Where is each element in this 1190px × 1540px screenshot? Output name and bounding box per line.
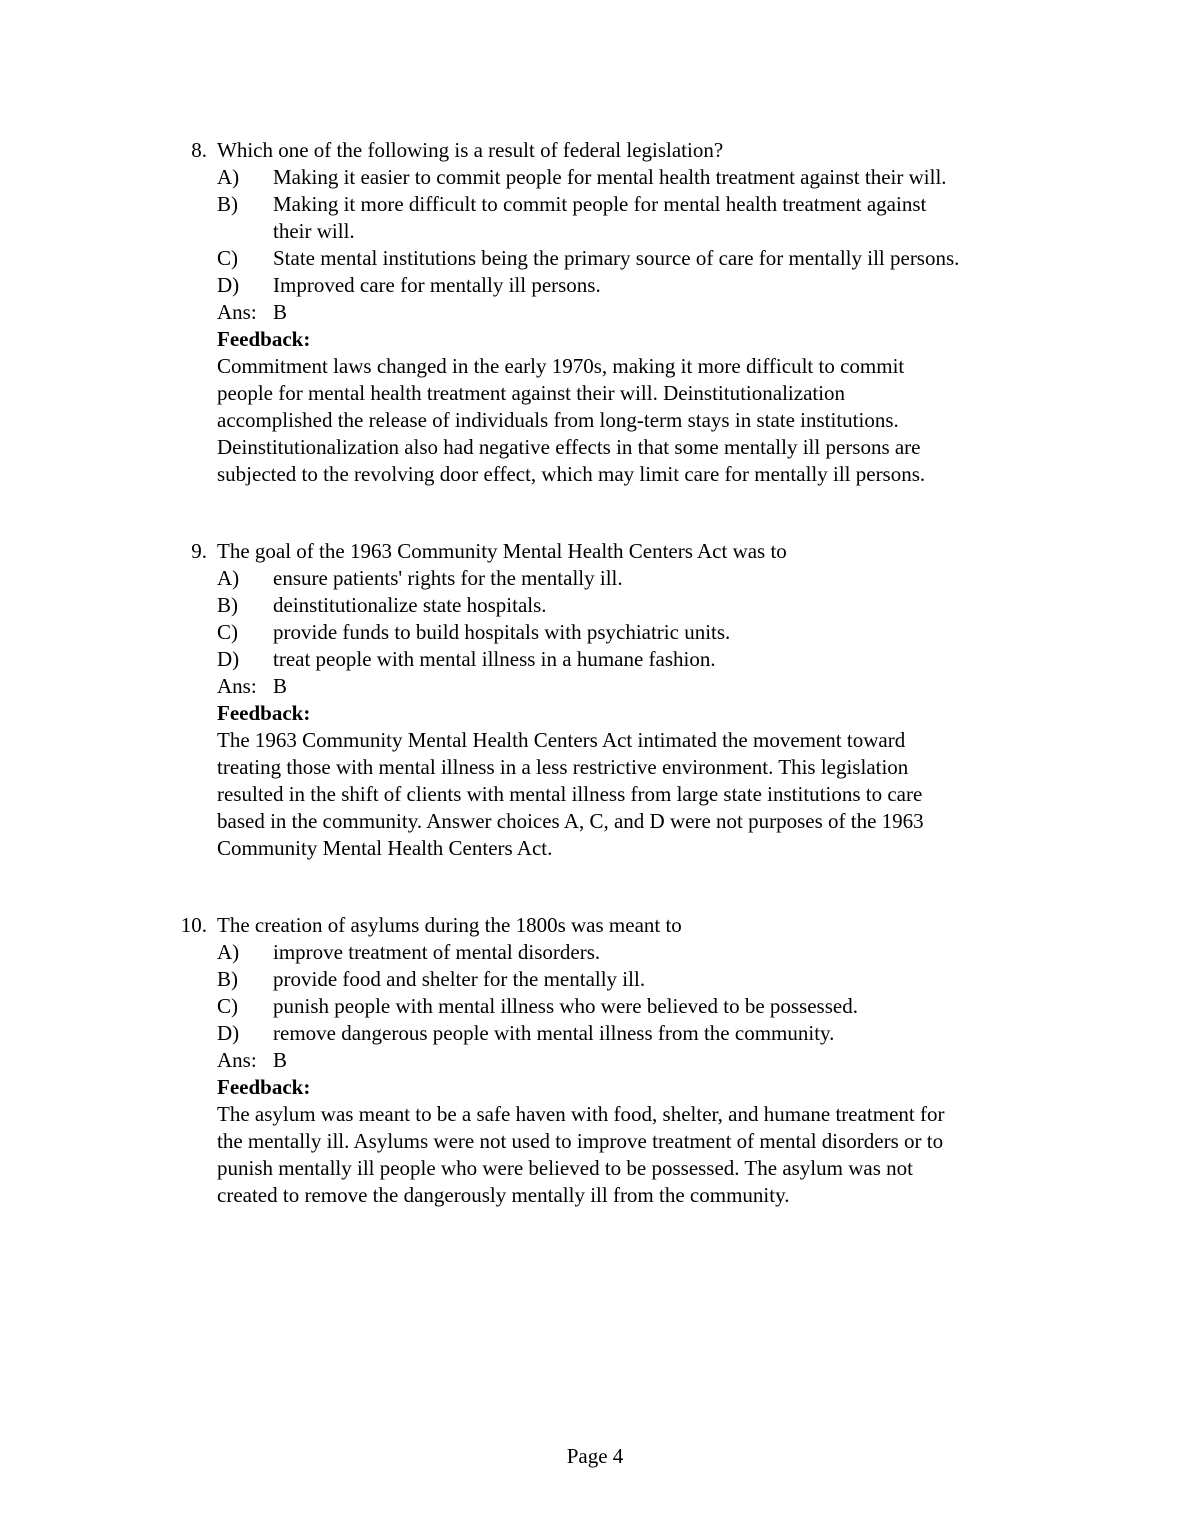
option-letter: B) xyxy=(217,192,238,216)
answer-row xyxy=(170,673,959,700)
feedback-text-line: resulted in the shift of clients with mental illness from large state institutions to care xyxy=(217,782,923,806)
feedback-label: Feedback: xyxy=(217,327,311,351)
answer-value: B xyxy=(273,674,288,698)
option-text xyxy=(273,1020,834,1047)
option-row-c xyxy=(170,993,959,1020)
option-text-line: Making it easier to commit people for mental health treatment against their will. xyxy=(273,165,947,189)
feedback-text-line: the mentally ill. Asylums were not used to improve treatment of mental disorders or to xyxy=(217,1129,944,1153)
question-number: 8. xyxy=(191,138,207,162)
option-row-b xyxy=(170,191,959,245)
question-text: The goal of the 1963 Community Mental Health Centers Act was to xyxy=(217,539,787,563)
question-number: 10. xyxy=(180,913,207,937)
feedback-text xyxy=(170,727,959,862)
option-letter: B) xyxy=(217,593,238,617)
feedback-text-line: The asylum was meant to be a safe haven with food, shelter, and humane treatment for xyxy=(217,1102,945,1126)
option-letter: A) xyxy=(217,566,240,590)
option-letter: D) xyxy=(217,1021,240,1045)
option-text-line: Improved care for mentally ill persons. xyxy=(273,273,601,297)
feedback-label: Feedback: xyxy=(217,701,311,725)
option-text xyxy=(273,245,959,272)
option-letter: C) xyxy=(217,620,238,644)
question-header xyxy=(170,538,959,565)
feedback-label: Feedback: xyxy=(217,1075,311,1099)
feedback-text-line: The 1963 Community Mental Health Centers Act intimated the movement toward xyxy=(217,728,906,752)
feedback-text-line: punish mentally ill people who were believed to be possessed. The asylum was not xyxy=(217,1156,913,1180)
question-text: The creation of asylums during the 1800s was meant to xyxy=(217,913,682,937)
option-text xyxy=(273,164,947,191)
option-text-line: deinstitutionalize state hospitals. xyxy=(273,593,547,617)
option-letter: B) xyxy=(217,967,238,991)
option-text-line: treat people with mental illness in a humane fashion. xyxy=(273,647,716,671)
option-text-line: their will. xyxy=(273,219,355,243)
option-row-c xyxy=(170,245,959,272)
option-row-b xyxy=(170,592,959,619)
question-8 xyxy=(170,137,959,488)
option-text-line: improve treatment of mental disorders. xyxy=(273,940,601,964)
option-letter: A) xyxy=(217,940,240,964)
page-number: Page 4 xyxy=(566,1444,624,1468)
answer-label: Ans: xyxy=(217,300,257,324)
question-9 xyxy=(170,538,959,862)
feedback-text-line: Community Mental Health Centers Act. xyxy=(217,836,553,860)
option-row-c xyxy=(170,619,959,646)
option-text xyxy=(273,272,601,299)
feedback-text-line: accomplished the release of individuals from long-term stays in state institutions. xyxy=(217,408,899,432)
option-row-d xyxy=(170,1020,959,1047)
option-letter: D) xyxy=(217,647,240,671)
option-text xyxy=(273,592,547,619)
option-row-a xyxy=(170,164,959,191)
answer-row xyxy=(170,299,959,326)
option-text-line: punish people with mental illness who were believed to be possessed. xyxy=(273,994,858,1018)
feedback-text xyxy=(170,353,959,488)
option-row-d xyxy=(170,646,959,673)
option-row-a xyxy=(170,939,959,966)
question-header xyxy=(170,912,959,939)
option-text-line: Making it more difficult to commit people for mental health treatment against xyxy=(273,192,927,216)
option-text xyxy=(273,939,600,966)
option-letter: C) xyxy=(217,246,238,270)
option-text xyxy=(273,191,926,245)
answer-label: Ans: xyxy=(217,1048,257,1072)
option-text-line: provide food and shelter for the mentally ill. xyxy=(273,967,646,991)
option-text xyxy=(273,619,730,646)
option-letter: A) xyxy=(217,165,240,189)
feedback-text-line: created to remove the dangerously mentally ill from the community. xyxy=(217,1183,790,1207)
feedback-text-line: subjected to the revolving door effect, which may limit care for mentally ill persons. xyxy=(217,462,926,486)
option-row-a xyxy=(170,565,959,592)
question-text: Which one of the following is a result of federal legislation? xyxy=(217,138,724,162)
questions-list xyxy=(170,137,959,1209)
feedback-text-line: Commitment laws changed in the early 1970s, making it more difficult to commit xyxy=(217,354,905,378)
option-text-line: State mental institutions being the primary source of care for mentally ill persons. xyxy=(273,246,960,270)
option-text xyxy=(273,565,623,592)
option-text-line: remove dangerous people with mental illness from the community. xyxy=(273,1021,835,1045)
feedback-text-line: treating those with mental illness in a less restrictive environment. This legislation xyxy=(217,755,909,779)
option-text-line: provide funds to build hospitals with psychiatric units. xyxy=(273,620,731,644)
question-header xyxy=(170,137,959,164)
feedback-text xyxy=(170,1101,959,1209)
answer-value: B xyxy=(273,300,288,324)
option-text xyxy=(273,646,716,673)
answer-label: Ans: xyxy=(217,674,257,698)
option-text xyxy=(273,966,645,993)
option-letter: C) xyxy=(217,994,238,1018)
answer-row xyxy=(170,1047,959,1074)
option-row-d xyxy=(170,272,959,299)
option-text xyxy=(273,993,858,1020)
option-letter: D) xyxy=(217,273,240,297)
page-footer xyxy=(0,1443,1190,1470)
feedback-text-line: based in the community. Answer choices A, C, and D were not purposes of the 1963 xyxy=(217,809,924,833)
feedback-text-line: Deinstitutionalization also had negative effects in that some mentally ill persons are xyxy=(217,435,921,459)
option-text-line: ensure patients' rights for the mentally ill. xyxy=(273,566,623,590)
question-number: 9. xyxy=(191,539,207,563)
question-10 xyxy=(170,912,959,1209)
option-row-b xyxy=(170,966,959,993)
feedback-text-line: people for mental health treatment against their will. Deinstitutionalization xyxy=(217,381,846,405)
answer-value: B xyxy=(273,1048,288,1072)
